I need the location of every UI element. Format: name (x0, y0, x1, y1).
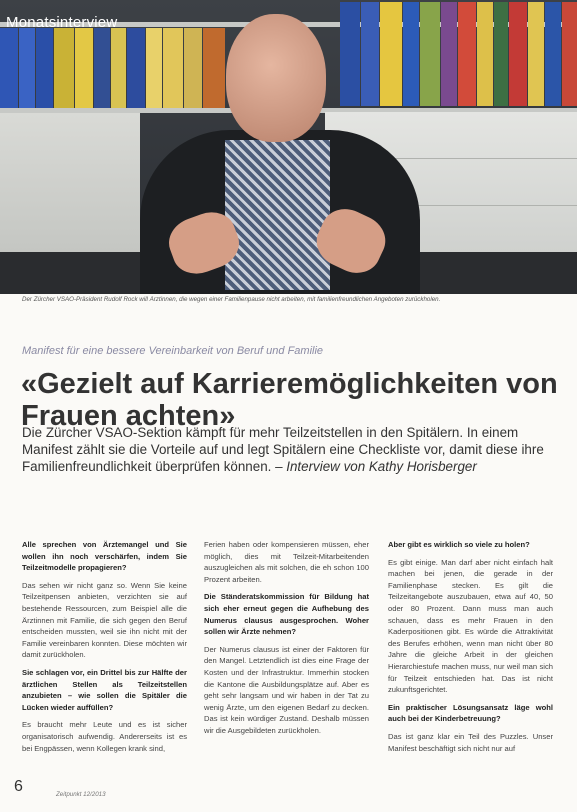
book (19, 28, 35, 108)
interview-question: Die Ständeratskommission für Bildung hat sich eher erneut gegen die Aufhebung des Numerus clausus ausgesprochen. Woher sollen wir Ärzte nehmen? (204, 592, 369, 637)
book (420, 2, 440, 106)
book (163, 28, 183, 108)
book (380, 2, 402, 106)
interview-answer: Das ist ganz klar ein Teil des Puzzles. Unser Manifest beschäftigt sich nicht nur auf (388, 731, 553, 753)
book (528, 2, 544, 106)
book (340, 2, 360, 106)
book (545, 2, 561, 106)
book (54, 28, 74, 108)
interview-answer: Das sehen wir nicht ganz so. Wenn Sie keine Teilzeitpensen anbieten, verzichten sie auf bestehende Ressourcen, zum Beispiel alle die Ärztinnen mit Familie, die sich gegen den Beruf entscheiden mussten, weil sie ihn nicht mit der Familie vereinbaren konnten. Diese möchten wir damit zurückholen. (22, 580, 187, 660)
book (477, 2, 493, 106)
photo-caption: Der Zürcher VSAO-Präsident Rudolf Rock will Ärztinnen, die wegen einer Familienpause nicht arbeiten, mit familienfreundlichen Angeboten zurückholen. (22, 296, 441, 303)
book (111, 28, 126, 108)
book (203, 28, 225, 108)
headline: «Gezielt auf Karrieremöglichkeiten von Frauen achten» (21, 368, 558, 432)
page-number: 6 (14, 778, 23, 795)
book (403, 2, 419, 106)
interview-photo (0, 0, 577, 294)
person-head (226, 14, 326, 142)
interview-question: Aber gibt es wirklich so viele zu holen? (388, 540, 530, 549)
lead-text: Die Zürcher VSAO-Sektion kämpft für mehr Teilzeitstellen in den Spitälern. In einem Manifest zählt sie die Vorteile auf und legt Spitälern eine Checkliste vor, damit diese ihre Familienfreundlichkeit überprüfen können. – (22, 425, 544, 474)
book (361, 2, 379, 106)
text-column-1 (22, 539, 187, 760)
book (75, 28, 93, 108)
book (94, 28, 110, 108)
book (127, 28, 145, 108)
book (441, 2, 457, 106)
text-column-3 (388, 539, 553, 760)
book (509, 2, 527, 106)
interview-question: Sie schlagen vor, ein Drittel bis zur Hälfte der ärztlichen Stellen als Teilzeitstellen anzubieten – wie sollen die Spitäler die Lücken wieder auffüllen? (22, 667, 187, 712)
book (36, 28, 53, 108)
book (184, 28, 202, 108)
book (562, 2, 577, 106)
footer-source: Zeitpunkt 12/2013 (56, 791, 106, 798)
interview-answer: Es braucht mehr Leute und es ist sicher organisatorisch aufwendig. Andererseits ist es bei Engpässen, wenn Kollegen krank sind, (22, 720, 187, 753)
lead-author: Interview von Kathy Horisberger (286, 459, 477, 474)
interview-answer: Ferien haben oder kompensieren müssen, eher möglich, dies mit Teilzeit-Mitarbeitenden auszugleichen als mit solchen, die eh schon 100 Prozent arbeiten. (204, 540, 369, 584)
book (494, 2, 508, 106)
interview-answer: Der Numerus clausus ist einer der Faktoren für den Mangel. Letztendlich ist dies eine Frage der Kosten und der Infrastruktur. Immerhin stocken die Kantone die Ausbildungsplätze auf. Aber es geht sehr langsam und wir haben in der Tat zu wenig Ärzte, um den eigenen Bedarf zu decken. Das ist kein würdiger Zustand. Deshalb müssen wir die Ausgebildeten zurückholen. (204, 644, 369, 735)
book (458, 2, 476, 106)
interview-question: Ein praktischer Lösungsansatz läge wohl auch bei der Kinderbetreuung? (388, 702, 553, 724)
interview-answer: Es gibt einige. Man darf aber nicht einfach halt machen bei jenen, die gerade in der Familienphase stecken. Es gilt die Teilzeitangebote auszubauen, etwa auf 40, 50 oder 80 Prozent. Dann muss man auch schauen, dass es mehr Frauen in den Kaderpositionen gibt. Es würde die Attraktivität des Berufes erhöhen, wenn man nicht über 80 Jahre die gleiche Arbeit in der gleichen Hierarchiestufe machen muss, nur weil man sich für Teilzeit entschieden hat. Das ist nicht zukunftsgerichtet. (388, 557, 553, 695)
section-label: Monatsinterview (6, 14, 118, 31)
kicker: Manifest für eine bessere Vereinbarkeit von Beruf und Familie (22, 345, 324, 357)
person-shirt (225, 140, 330, 290)
book (146, 28, 162, 108)
book (0, 28, 18, 108)
interview-question: Alle sprechen von Ärztemangel und Sie wollen ihn noch verschärfen, indem Sie Teilzeitmodelle propagieren? (22, 540, 187, 573)
text-column-2 (204, 539, 369, 743)
lead-paragraph (22, 424, 557, 475)
left-cabinet (0, 113, 140, 253)
